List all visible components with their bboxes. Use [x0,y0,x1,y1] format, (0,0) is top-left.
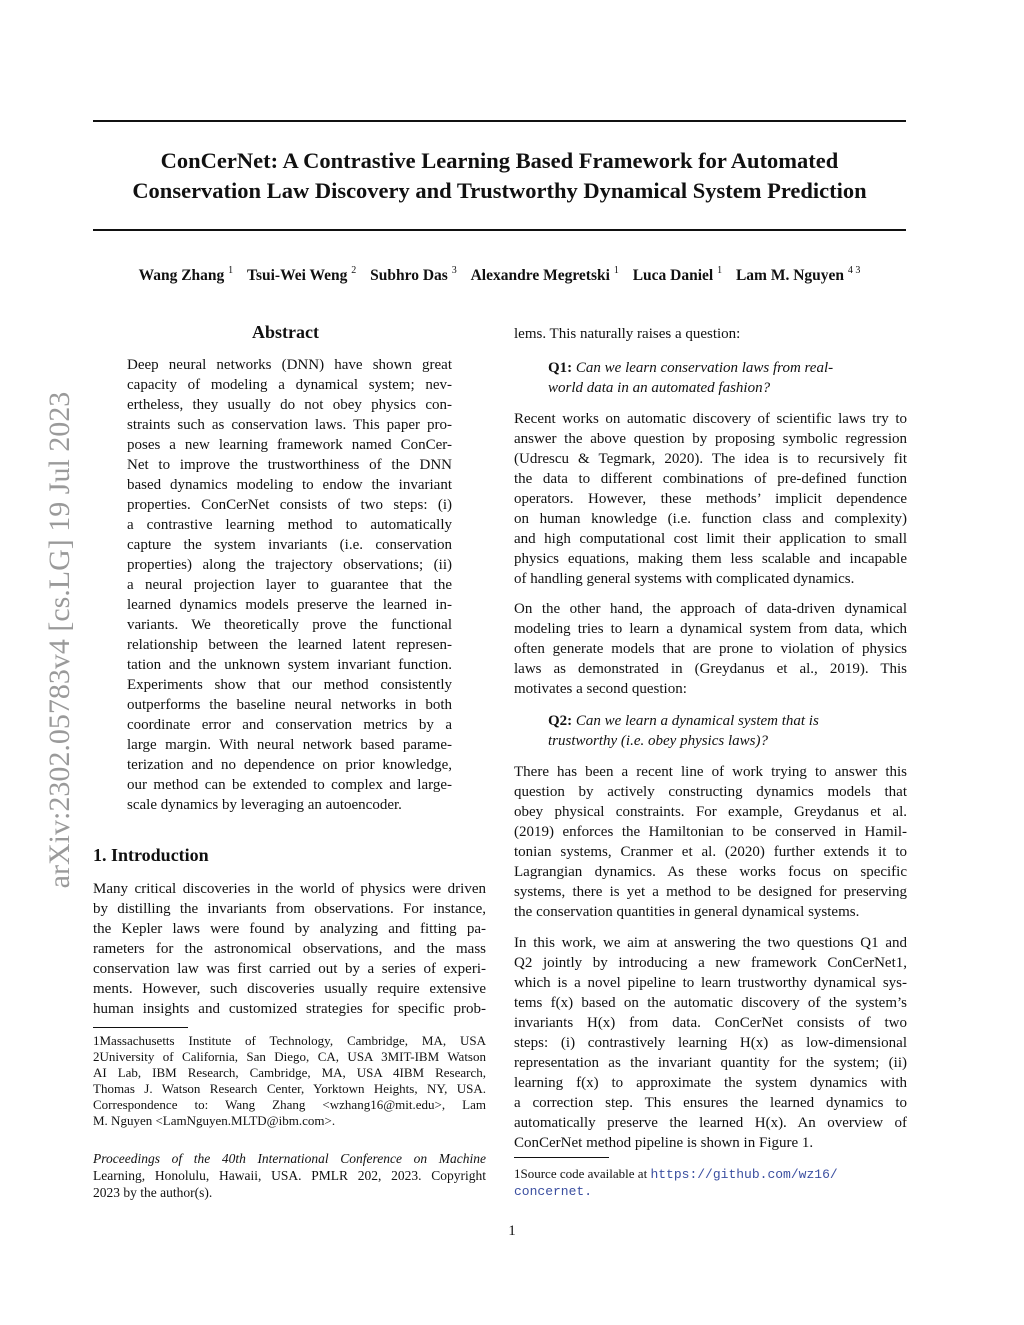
right-line: physics equations, making them less scalable and incapable [514,551,907,567]
right-line: motivates a second question: [514,681,687,697]
right-line: laws as demonstrated in (Greydanus et al., 2019). This [514,661,907,677]
author-list [93,266,906,285]
abstract-line: a contrastive learning method to automatically [127,517,452,533]
intro-line: the Kepler laws were found by analyzing and fitting pa- [93,921,486,937]
right-line: (2019) enforces the Hamiltonian to be conserved in Hamil- [514,824,907,840]
abstract-line: large margin. With neural network based parame- [127,737,452,753]
right-line: tonian systems, Cranmer et al. (2020) further extends it to [514,844,907,860]
right-line: often generate models that are prone to violation of physics [514,641,907,657]
question-text: Can we learn conservation laws from real- [575,360,834,376]
abstract-line: properties) along the trajectory observations; (ii) [127,557,452,573]
intro-line: rameters for the astronomical observations, and the mass [93,941,486,957]
abstract-line: straints such as conservation laws. This paper pro- [127,417,452,433]
footnote-text: 1Source code available at [514,1166,648,1181]
proceedings-line: Proceedings of the 40th International Conference on Machine [93,1151,486,1166]
author: Luca Daniel $^1$ [632,265,723,285]
author: Alexandre Megretski $^1$ [470,265,619,285]
right-line: modeling tries to learn a dynamical system from data, which [514,621,907,637]
github-link[interactable]: https://github.com/wz16/ [650,1167,838,1182]
author: Wang Zhang $^1$ [138,265,234,285]
abstract-line: variants. We theoretically prove the functional [127,617,452,633]
abstract-line: properties. ConCerNet consists of two steps: (i) [127,497,452,513]
footnote-rule [93,1027,188,1028]
right-line: systems, there is yet a method to be designed for preserving [514,884,907,900]
question-label: Q1: [548,360,573,376]
right-line: on human knowledge (i.e. function class and complexity) [514,511,907,527]
question-2 [548,711,888,751]
right-para-0 [514,324,907,344]
right-line: the conservation quantities in general dynamical systems. [514,904,860,920]
arxiv-stamp: arXiv:2302.05783v4 [cs.LG] 19 Jul 2023 [43,391,76,889]
right-line: the data to different combinations of pre-defined function [514,471,907,487]
right-line: of handling general systems with complicated dynamics. [514,571,855,587]
abstract-line: scale dynamics by leveraging an autoencoder. [127,797,402,813]
right-line: ConCerNet method pipeline is shown in Figure 1. [514,1135,814,1151]
intro-line: Many critical discoveries in the world of physics were driven [93,881,486,897]
proceedings-line: 2023 by the author(s). [93,1185,213,1200]
title-rule-top [93,120,906,122]
source-code-footnote [514,1166,907,1200]
affiliations-footnote [93,1033,486,1129]
footnote-line: M. Nguyen <LamNguyen.MLTD@ibm.com>. [93,1113,336,1128]
proceedings-note [93,1150,486,1201]
question-text: Can we learn a dynamical system that is [575,713,819,729]
right-line: automatically preserve the learned H(x). An overview of [514,1115,907,1131]
right-line: representation as the invariant quantity for the system; (ii) [514,1055,907,1071]
right-line: learning f(x) to approximate the system dynamics with [514,1075,907,1091]
abstract-line: ertheless, they usually do not obey physics con- [127,397,452,413]
abstract-line: a neural projection layer to guarantee that the [127,577,452,593]
author: Subhro Das $^3$ [370,265,457,285]
right-line: There has been a recent line of work trying to answer this [514,764,907,780]
question-label: Q2: [548,713,573,729]
footnote-line: 2University of California, San Diego, CA, USA 3MIT-IBM Watson [93,1049,486,1064]
footnote-rule [514,1157,609,1158]
abstract-line: coordinate error and conservation metrics by a [127,717,452,733]
question-1 [548,358,888,398]
intro-body [93,879,486,1019]
right-line: Lagrangian dynamics. As these works focus on specific [514,864,907,880]
page-number: 1 [508,1223,516,1239]
right-line: invariants H(x) from data. ConCerNet consists of two [514,1015,907,1031]
right-line: operators. However, these methods’ implicit dependence [514,491,907,507]
intro-line: human insights and customized strategies for specific prob- [93,1001,486,1017]
abstract-line: terization and no dependence on prior knowledge, [127,757,452,773]
intro-line: conservation law was first carried out by a series of experi- [93,961,486,977]
abstract-line: capacity of modeling a dynamical system; nev- [127,377,452,393]
right-line: lems. This naturally raises a question: [514,326,741,342]
abstract-body [127,355,452,815]
author: Tsui-Wei Weng $^2$ [247,265,357,285]
abstract-line: learned dynamics models preserve the learned in- [127,597,452,613]
abstract-line: Experiments show that our method consistently [127,677,452,693]
abstract-heading: Abstract [252,322,319,342]
abstract-line: capture the system invariants (i.e. conservation [127,537,452,553]
intro-line: by distilling the invariants from observations. For instance, [93,901,486,917]
intro-heading: 1. Introduction [93,845,209,865]
abstract-line: Net to improve the trustworthiness of the DNN [127,457,452,473]
right-para-1 [514,409,907,589]
abstract-line: relationship between the learned latent represen- [127,637,452,653]
github-link-cont[interactable]: concernet. [514,1184,593,1199]
right-line: tems f(x) based on the automatic discovery of the system’s [514,995,907,1011]
paper-title [93,146,906,206]
right-line: question by actively constructing dynamics models that [514,784,907,800]
right-line: On the other hand, the approach of data-driven dynamical [514,601,907,617]
right-para-4 [514,933,907,1153]
abstract-line: based dynamics modeling to endow the invariant [127,477,452,493]
footnote-line: 1Massachusetts Institute of Technology, Cambridge, MA, USA [93,1033,486,1048]
right-line: a correction step. This ensures the learned dynamics to [514,1095,907,1111]
right-para-3 [514,762,907,922]
right-line: steps: (i) contrastively learning H(x) as low-dimensional [514,1035,907,1051]
abstract-line: poses a new learning framework named ConCer- [127,437,452,453]
question-text: world data in an automated fashion? [548,380,771,396]
intro-line: ments. However, such discoveries usually require extensive [93,981,486,997]
abstract-line: our method can be extended to complex and large- [127,777,452,793]
proceedings-line: Learning, Honolulu, Hawaii, USA. PMLR 202, 2023. Copyright [93,1168,486,1183]
right-line: Recent works on automatic discovery of scientific laws try to [514,411,907,427]
title-line-1: ConCerNet: A Contrastive Learning Based Framework for Automated [160,148,839,173]
title-line-2: Conservation Law Discovery and Trustworthy Dynamical System Prediction [132,178,867,203]
footnote-line: Correspondence to: Wang Zhang <wzhang16@mit.edu>, Lam [93,1097,486,1112]
abstract-line: Deep neural networks (DNN) have shown great [127,357,452,373]
footnote-line: Thomas J. Watson Research Center, Yorktown Heights, NY, USA. [93,1081,486,1096]
right-line: In this work, we aim at answering the two questions Q1 and [514,935,907,951]
right-line: obey physical constraints. For example, Greydanus et al. [514,804,907,820]
right-line: which is a novel pipeline to learn trustworthy dynamical sys- [514,975,907,991]
right-line: answer the above question by proposing symbolic regression [514,431,907,447]
abstract-line: outperforms the baseline neural networks in both [127,697,452,713]
author: Lam M. Nguyen $^{4 3}$ [735,265,861,285]
footnote-line: AI Lab, IBM Research, Cambridge, MA, USA 4IBM Research, [93,1065,486,1080]
abstract-line: tation and the unknown system invariant function. [127,657,452,673]
right-line: and high computational cost limit their application to small [514,531,907,547]
title-rule-bottom [93,229,906,231]
question-text: trustworthy (i.e. obey physics laws)? [548,733,768,749]
right-line: (Udrescu & Tegmark, 2020). The idea is to recursively fit [514,451,907,467]
right-para-2 [514,599,907,699]
right-line: Q2 jointly by introducing a new framework ConCerNet1, [514,955,907,971]
